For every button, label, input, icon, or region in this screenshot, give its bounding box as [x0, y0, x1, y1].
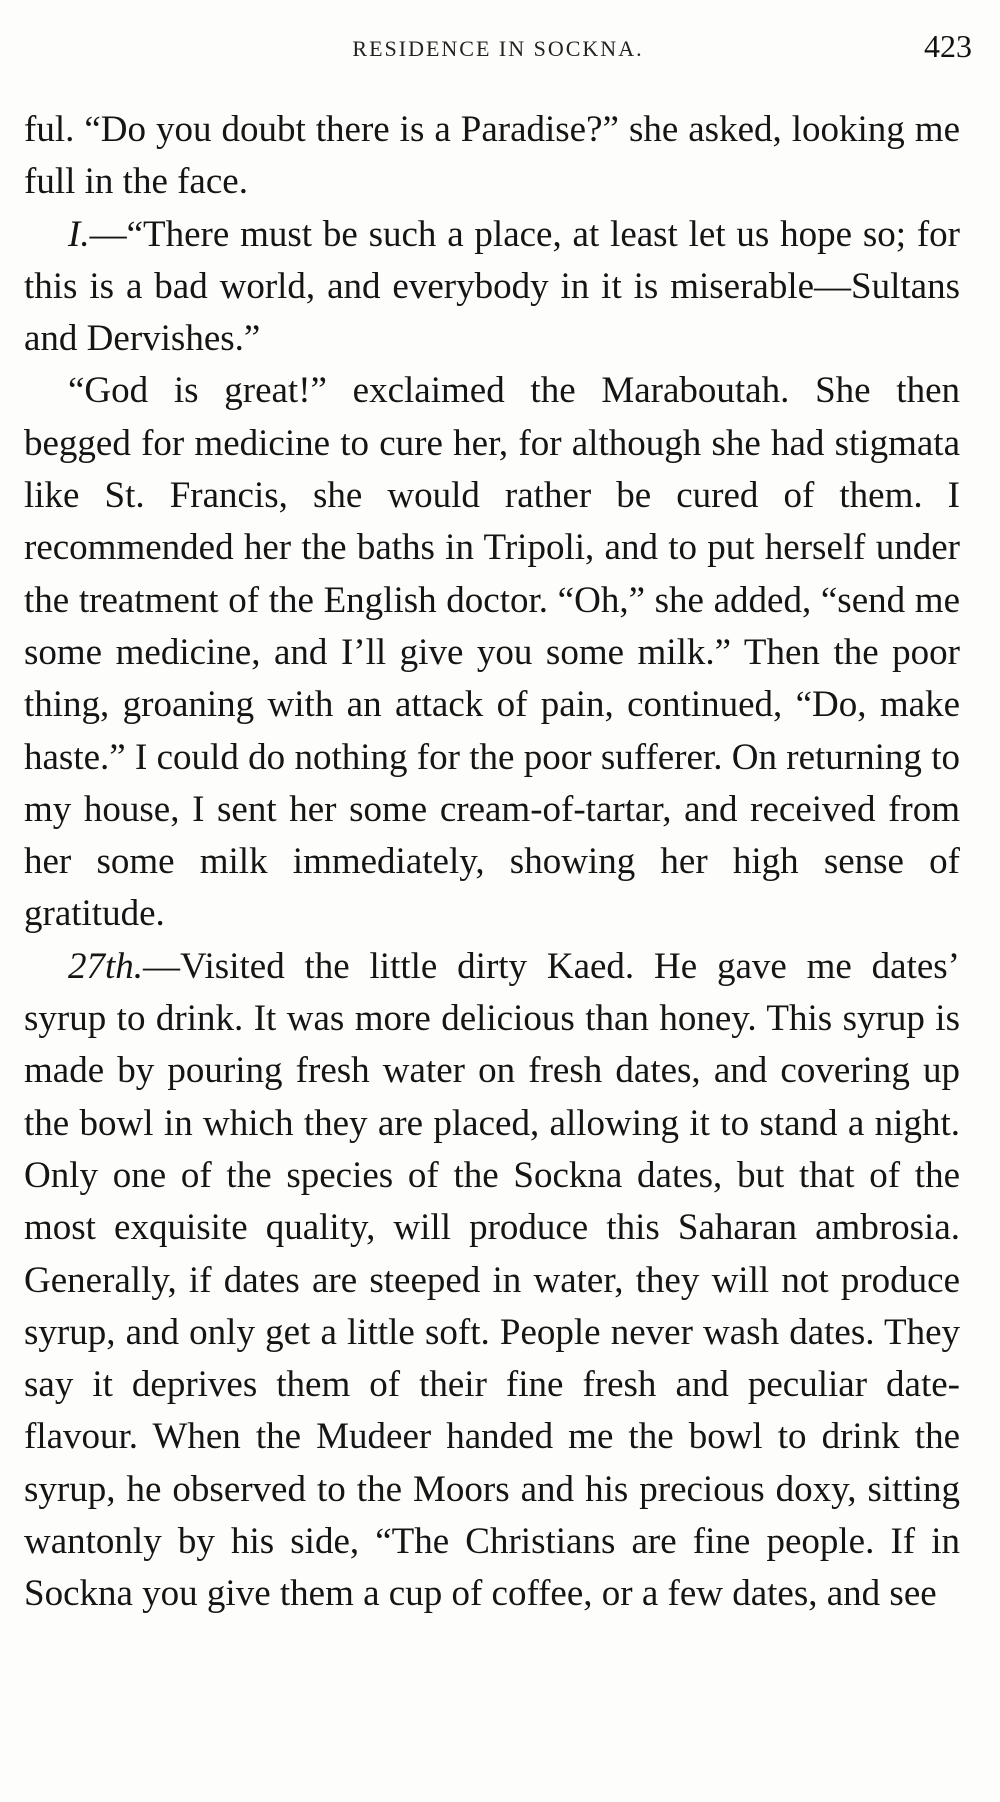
- paragraph-continuation: [24, 104, 960, 209]
- paragraph-diary-entry: [24, 941, 960, 1621]
- paragraph-dialogue: [24, 209, 960, 366]
- running-title: RESIDENCE IN SOCKNA.: [352, 36, 644, 61]
- entry-date: 27th.: [68, 945, 144, 987]
- speaker-initial: I.: [68, 213, 90, 255]
- body-text: [24, 104, 960, 1621]
- paragraph-text: —Visited the little dirty Kaed. He gave me dates’ syrup to drink. It was more delicious than honey. This syrup is made by pouring fresh water on fresh dates, and covering up the bowl in which they are placed, allowing it to stand a night. Only one of the species of the Sockna dates, but that of the most exquisite quality, will produce this Saharan ambrosia. Generally, if dates are steeped in water, they will not produce syrup, and only get a little soft. People never wash dates. They say it deprives them of their fine fresh and peculiar date-flavour. When the Mudeer handed me the bowl to drink the syrup, he observed to the Moors and his precious doxy, sitting wantonly by his side, “The Christians are fine people. If in Sockna you give them a cup of coffee, or a few dates, and see: [24, 945, 960, 1615]
- paragraph-maraboutah: [24, 365, 960, 940]
- paragraph-text: —“There must be such a place, at least let us hope so; for this is a bad world, and everybody in it is miserable—Sultans and Dervishes.”: [24, 213, 960, 360]
- paragraph-text: “God is great!” exclaimed the Maraboutah. She then begged for medicine to cure her, for although she had stigmata like St. Francis, she would rather be cured of them. I recommended her the baths in Tripoli, and to put herself under the treatment of the English doctor. “Oh,” she added, “send me some medicine, and I’ll give you some milk.” Then the poor thing, groaning with an attack of pain, continued, “Do, make haste.” I could do nothing for the poor sufferer. On returning to my house, I sent her some cream-of-tartar, and received from her some milk immediately, showing her high sense of gratitude.: [24, 370, 960, 935]
- paragraph-text: ful. “Do you doubt there is a Paradise?” she asked, looking me full in the face.: [24, 109, 960, 203]
- running-head: [24, 28, 972, 68]
- page-number: 423: [924, 28, 972, 64]
